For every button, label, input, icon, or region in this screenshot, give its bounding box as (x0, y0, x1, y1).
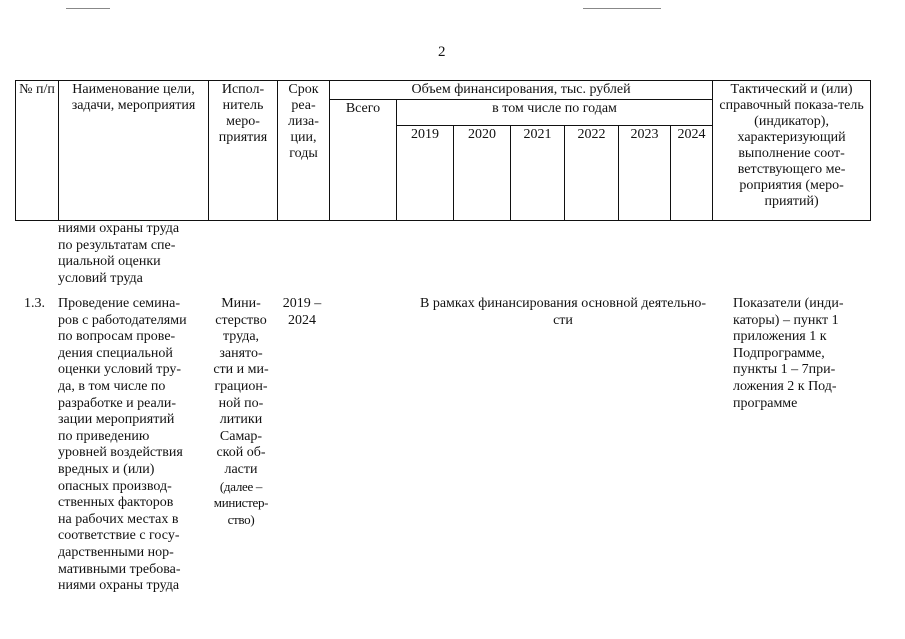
row-funding (398, 296, 728, 329)
row-title-line: мативными требова- (58, 561, 181, 577)
header-num: № п/п (16, 81, 59, 221)
row-title-line: опасных производ- (58, 478, 172, 494)
row-executor-line: Самар- (219, 428, 263, 444)
row-executor-line: ласти (224, 461, 258, 477)
row-term-line: 2019 – (282, 296, 322, 311)
row-executor-line: ной по- (218, 395, 264, 411)
continuation-line: циальной оценки (58, 254, 161, 269)
row-executor-note-line: ство) (227, 511, 255, 527)
row-executor-line: литики (219, 412, 263, 428)
row-executor-line: сти и ми- (213, 362, 269, 378)
row-executor-note-line: министер- (213, 495, 269, 511)
header-funding: Объем финансирования, тыс. рублей (330, 81, 713, 100)
page-number: 2 (438, 44, 446, 60)
row-number: 1.3. (24, 296, 45, 311)
row-title-line: ственных факторов (58, 495, 174, 511)
header-total: Всего (330, 100, 397, 221)
row-term-line: 2024 (288, 312, 316, 328)
row-funding-line: сти (553, 312, 573, 328)
continuation-line: по результатам спе- (58, 237, 176, 253)
row-term (276, 296, 328, 329)
row-indicator-line: Показатели (инди- (733, 296, 844, 311)
row-title-line: ров с работодателями (58, 312, 187, 328)
row-title-line: зации мероприятий (58, 412, 175, 428)
header-year: 2019 (397, 126, 454, 221)
row-indicator-line: ложения 2 к Под- (733, 378, 837, 394)
top-rule-right (583, 8, 661, 9)
row-title-line: разработке и реали- (58, 395, 177, 411)
row-title-line: дения специальной (58, 345, 173, 361)
top-rule-left (66, 8, 110, 9)
row-indicator-line: программе (733, 395, 798, 411)
row-executor-line: грацион- (214, 378, 268, 394)
continuation-text (58, 221, 203, 287)
row-title-line: вредных и (или) (58, 461, 155, 477)
row-title-line: уровней воздействия (58, 445, 183, 461)
row-title-line: по приведению (58, 428, 150, 444)
row-title-line: да, в том числе по (58, 378, 166, 394)
row-indicator-line: каторы) – пункт 1 (733, 312, 839, 328)
row-title-line: ниями охраны труда (58, 578, 180, 594)
row-title-line: оценки условий тру- (58, 362, 182, 378)
header-title: Наименование цели, задачи, мероприятия (59, 81, 209, 221)
continuation-line: условий труда (58, 270, 143, 286)
continuation-line: ниями охраны труда (58, 221, 180, 236)
header-indicator: Тактический и (или) справочный показа-тель (индикатор), характеризующий выполнение соот-ветствующего ме-роприятия (меро-приятий) (713, 81, 871, 221)
header-year: 2021 (511, 126, 565, 221)
header-year: 2024 (671, 126, 713, 221)
row-title-line: соответствие с госу- (58, 528, 180, 544)
header-table (15, 80, 871, 221)
row-title-line: Проведение семина- (58, 296, 181, 311)
row-indicator-line: пункты 1 – 7при- (733, 362, 836, 378)
row-executor (208, 296, 274, 528)
row-title-line: по вопросам прове- (58, 329, 176, 345)
row-executor-line: Мини- (221, 296, 261, 311)
row-executor-line: ской об- (216, 445, 266, 461)
header-executor: Испол-нитель меро-приятия (209, 81, 278, 221)
row-indicator-line: Подпрограмме, (733, 345, 825, 361)
row-indicator-line: приложения 1 к (733, 329, 827, 345)
header-year: 2020 (454, 126, 511, 221)
row-executor-line: занято- (219, 345, 263, 361)
row-title-line: дарственными нор- (58, 544, 174, 560)
header-by-years: в том числе по годам (397, 100, 713, 126)
row-indicator (733, 296, 868, 412)
row-executor-line: труда, (222, 329, 260, 345)
header-term: Срок реа-лиза-ции, годы (278, 81, 330, 221)
row-executor-note-line: (далее – (219, 478, 263, 494)
row-title-line: на рабочих местах в (58, 511, 179, 527)
row-funding-line: В рамках финансирования основной деятельно- (419, 296, 707, 311)
header-year: 2022 (565, 126, 619, 221)
header-year: 2023 (619, 126, 671, 221)
row-title (58, 296, 203, 595)
row-executor-line: стерство (215, 312, 267, 328)
